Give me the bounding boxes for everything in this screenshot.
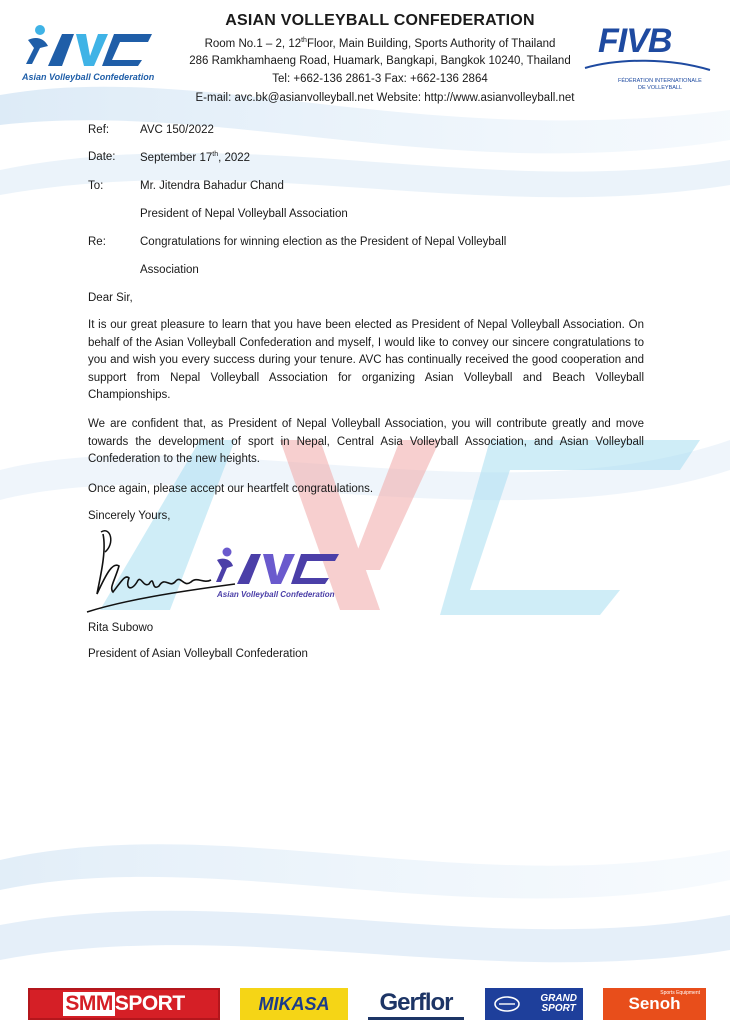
fivb-caption-line1: FÉDÉRATION INTERNATIONALE [618,78,702,84]
date-pre: September 17 [140,151,213,164]
address-line-1-pre: Room No.1 – 2, 12 [204,37,302,50]
date-label: Date: [88,151,116,163]
address-line-1-post: Floor, Main Building, Sports Authority of Thailand [306,37,556,50]
sponsor-gerflor-logo: Gerflor [368,988,464,1020]
phone-fax: Tel: +662-136 2861-3 Fax: +662-136 2864 [272,73,488,85]
fivb-logo-mark: FIVB [598,22,672,60]
date-sup: th [212,151,219,158]
grand-sport-word: SPORT [541,1003,576,1014]
avc-logo [18,20,163,88]
sponsor-grand-sport-logo [485,988,583,1020]
grand-text: GRAND [540,993,577,1004]
ref-label: Ref: [88,124,110,136]
re-line-2: Association [140,264,199,276]
senoh-text: Senoh [628,994,681,1013]
smm-text: SMM [65,992,113,1015]
email-website: E-mail: avc.bk@asianvolleyball.net Website: http://www.asianvolleyball.net [195,92,575,104]
paragraph-2: We are confident that, as President of Nepal Volleyball Association, you will contribute greatly and move towards the development of sport in Nepal, Central Asia Volleyball Association, and Asian Volleyball Confederation to the new heights. [88,418,644,465]
signer-name: Rita Subowo [88,622,154,634]
closing: Sincerely Yours, [88,510,171,522]
re-label: Re: [88,236,106,248]
to-title: President of Nepal Volleyball Association [140,208,348,220]
signer-title: President of Asian Volleyball Confederation [88,648,308,660]
fivb-caption-line2: DE VOLLEYBALL [638,85,683,91]
re-line-1: Congratulations for winning election as the President of Nepal Volleyball [140,236,507,248]
date-post: , 2022 [218,151,251,164]
grand-sport-emblem-icon [493,995,521,1013]
sponsor-mikasa-logo: MIKASA [240,988,348,1020]
to-label: To: [88,180,104,192]
avc-stamp-caption: Asian Volleyball Confederation [217,590,335,599]
address-line-1-sup: th [301,37,307,44]
paragraph-3: Once again, please accept our heartfelt congratulations. [88,483,374,495]
sponsor-smmsport-logo [28,988,220,1020]
avc-logo-caption: Asian Volleyball Confederation [22,72,155,82]
address-line-1 [150,37,610,50]
organization-name: ASIAN VOLLEYBALL CONFEDERATION [225,12,535,29]
date-value [140,151,250,164]
senoh-tagline: Sports Equipment [660,990,700,996]
grand-sport-text [540,994,577,1014]
salutation: Dear Sir, [88,292,133,304]
sponsor-senoh-logo [603,988,706,1020]
sport-text: SPORT [114,992,185,1015]
to-name: Mr. Jitendra Bahadur Chand [140,180,284,192]
signature-block [85,522,355,620]
address-line-2: 286 Ramkhamhaeng Road, Huamark, Bangkapi, Bangkok 10240, Thailand [189,55,571,67]
paragraph-1: It is our great pleasure to learn that you have been elected as President of Nepal Volleyball Association. On behalf of the Asian Volleyball Confederation and myself, I would like to convey our sincere congratulations to you and wish you every success during your tenure. AVC has continually received the good cooperation and support from Nepal Volleyball Association for organizing Asian Volleyball and Beach Volleyball Championships. [88,319,644,401]
ref-value: AVC 150/2022 [140,124,214,136]
